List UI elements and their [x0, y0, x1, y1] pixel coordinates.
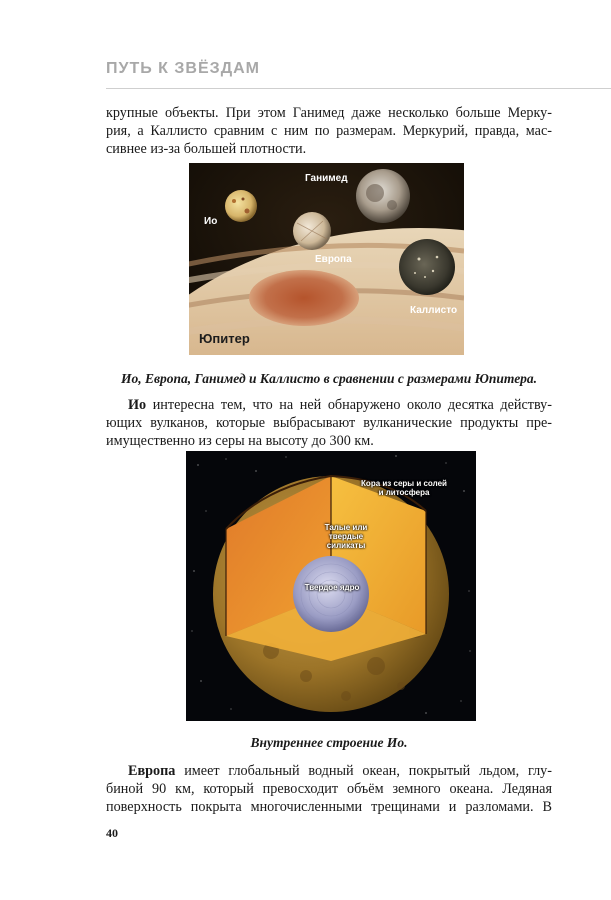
label-ganymede: Ганимед	[305, 173, 348, 184]
callisto-moon	[399, 239, 455, 295]
label-europa: Европа	[315, 254, 352, 265]
text-line: сивнее из-за большей плотности.	[106, 141, 307, 157]
text-run: имеет глобальный водный океан, покрытый льдом, глу-	[175, 763, 552, 779]
label-crust-line-2: и литосфера	[378, 488, 430, 497]
great-red-spot	[249, 270, 359, 326]
lead-term-io: Ио	[128, 397, 147, 413]
text-line: ющих вулканов, которые выбрасывают вулканические продукты пре-	[106, 415, 552, 431]
label-mantle-line-1: Талые или	[324, 523, 368, 532]
label-mantle-line-2: твердые	[328, 532, 364, 541]
paragraph-2	[106, 396, 552, 450]
label-crust-line-1: Кора из серы и солей	[361, 479, 447, 488]
figure-2-caption: Внутреннее строение Ио.	[250, 735, 408, 750]
label-io: Ио	[204, 216, 218, 227]
text-line: биной 90 км, который превосходит объём земного океана. Ледяная	[106, 781, 552, 797]
text-line	[106, 396, 552, 414]
text-line: поверхность покрыта многочисленными трещинами и разломами. В	[106, 799, 552, 815]
io-moon	[225, 190, 257, 222]
header-rule	[106, 88, 611, 89]
io-interior-image	[186, 451, 476, 721]
text-line: рия, а Каллисто сравним с ним по размерам. Меркурий, правда, мас-	[106, 123, 552, 139]
label-crust	[354, 479, 454, 497]
label-mantle-line-3: силикаты	[326, 541, 366, 550]
text-line: имущественно из серы на высоту до 300 км.	[106, 433, 374, 449]
text-run: интересна тем, что на ней обнаружено около десятка действу-	[146, 397, 552, 413]
moons-comparison-image	[189, 163, 464, 355]
label-callisto: Каллисто	[410, 305, 458, 316]
io-core	[293, 556, 369, 632]
label-jupiter: Юпитер	[199, 331, 250, 346]
paragraph-3	[106, 762, 552, 816]
text-line	[106, 762, 552, 780]
running-header: ПУТЬ К ЗВЁЗДАМ	[106, 60, 260, 77]
label-core: Твердое ядро	[304, 583, 360, 592]
figure-1-caption: Ио, Европа, Ганимед и Каллисто в сравнении с размерами Юпитера.	[120, 371, 538, 386]
text-line: крупные объекты. При этом Ганимед даже несколько больше Мерку-	[106, 105, 552, 121]
page-number: 40	[106, 826, 118, 840]
paragraph-1	[106, 104, 552, 158]
label-mantle	[316, 523, 376, 550]
lead-term-europa: Европа	[128, 763, 176, 779]
